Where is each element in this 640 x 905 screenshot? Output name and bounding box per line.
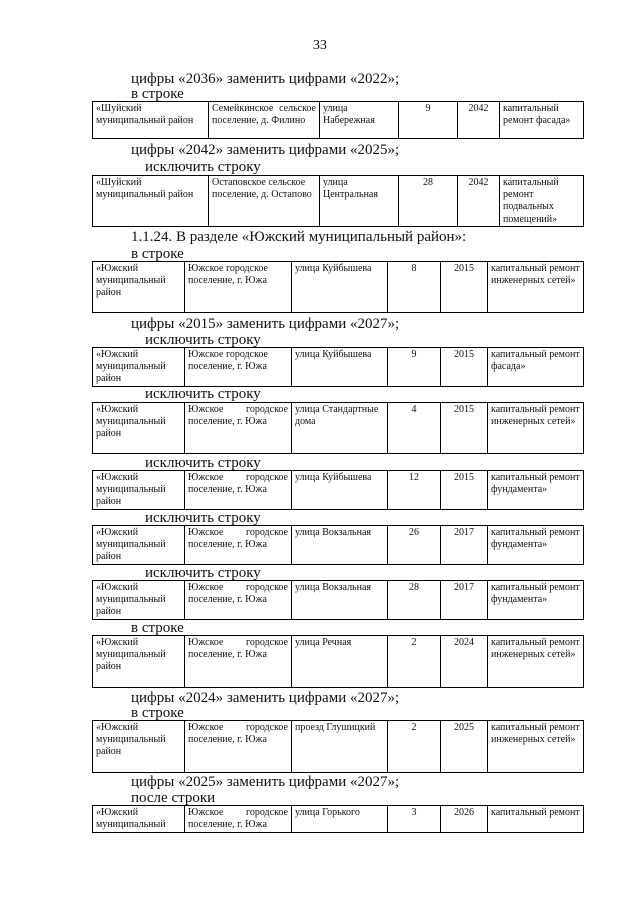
- cell-district: «Южский муниципальный район: [93, 721, 185, 773]
- cell-street: улица Центральная: [320, 176, 399, 227]
- cell-settlement: Южское городское поселение, г. Южа: [185, 262, 292, 313]
- cell-settlement: Семейкинское сельское поселение, д. Филино: [209, 102, 320, 139]
- cell-work: капитальный ремонт инженерных сетей»: [488, 262, 584, 313]
- cell-district: «Южский муниципальный район: [93, 262, 185, 313]
- cell-year: 2017: [441, 526, 488, 565]
- cell-street: улица Вокзальная: [292, 581, 388, 620]
- cell-street: улица Вокзальная: [292, 526, 388, 565]
- cell-year: 2026: [441, 806, 488, 833]
- cell-district: «Шуйский муниципальный район: [93, 102, 209, 139]
- cell-work: капитальный ремонт инженерных сетей»: [488, 721, 584, 773]
- instruction-line: цифры «2036» заменить цифрами «2022»;: [131, 71, 400, 87]
- table-row: [92, 175, 584, 227]
- table-row: [92, 470, 584, 510]
- table-row: [92, 580, 584, 620]
- cell-year: 2017: [441, 581, 488, 620]
- cell-work: капитальный ремонт: [488, 806, 584, 833]
- instruction-line: исключить строку: [145, 565, 261, 581]
- table-row: [92, 525, 584, 565]
- table-row: [92, 347, 584, 387]
- table-row: [92, 402, 584, 454]
- cell-work: капитальный ремонт фасада»: [500, 102, 584, 139]
- cell-district: «Шуйский муниципальный район: [93, 176, 209, 227]
- instruction-line: в строке: [131, 246, 184, 262]
- cell-street: улица Куйбышева: [292, 348, 388, 387]
- table-row: [92, 261, 584, 313]
- instruction-line: исключить строку: [145, 159, 261, 175]
- cell-street: улица Набережная: [320, 102, 399, 139]
- cell-street: проезд Глушицкий: [292, 721, 388, 773]
- table-row: [92, 101, 584, 139]
- instruction-line: исключить строку: [145, 510, 261, 526]
- cell-house: 28: [388, 581, 441, 620]
- section-heading: 1.1.24. В разделе «Южский муниципальный район»:: [131, 229, 467, 245]
- cell-house: 2: [388, 721, 441, 773]
- cell-house: 28: [399, 176, 458, 227]
- cell-house: 2: [388, 636, 441, 688]
- cell-house: 4: [388, 403, 441, 454]
- instruction-line: цифры «2042» заменить цифрами «2025»;: [131, 142, 400, 158]
- cell-work: капитальный ремонт фасада»: [488, 348, 584, 387]
- cell-settlement: Южское городское поселение, г. Южа: [185, 636, 292, 688]
- cell-district: «Южский муниципальный район: [93, 403, 185, 454]
- cell-street: улица Речная: [292, 636, 388, 688]
- cell-street: улица Стандартные дома: [292, 403, 388, 454]
- cell-district: «Южский муниципальный район: [93, 581, 185, 620]
- cell-house: 9: [399, 102, 458, 139]
- cell-house: 8: [388, 262, 441, 313]
- cell-work: капитальный ремонт фундамента»: [488, 526, 584, 565]
- cell-settlement: Остаповское сельское поселение, д. Остапово: [209, 176, 320, 227]
- cell-year: 2042: [458, 102, 500, 139]
- cell-district: «Южский муниципальный район: [93, 526, 185, 565]
- cell-year: 2025: [441, 721, 488, 773]
- cell-district: «Южский муниципальный район: [93, 471, 185, 510]
- cell-year: 2042: [458, 176, 500, 227]
- cell-year: 2015: [441, 471, 488, 510]
- cell-street: улица Куйбышева: [292, 262, 388, 313]
- cell-settlement: Южское городское поселение, г. Южа: [185, 721, 292, 773]
- cell-district: «Южский муниципальный район: [93, 636, 185, 688]
- cell-house: 9: [388, 348, 441, 387]
- instruction-line: исключить строку: [145, 332, 261, 348]
- cell-settlement: Южское городское поселение, г. Южа: [185, 403, 292, 454]
- page-number: 33: [313, 38, 327, 53]
- cell-work: капитальный ремонт инженерных сетей»: [488, 636, 584, 688]
- instruction-line: в строке: [131, 86, 184, 102]
- cell-house: 12: [388, 471, 441, 510]
- cell-work: капитальный ремонт фундамента»: [488, 471, 584, 510]
- table-row: [92, 635, 584, 688]
- instruction-line: цифры «2025» заменить цифрами «2027»;: [131, 774, 400, 790]
- instruction-line: в строке: [131, 705, 184, 721]
- cell-year: 2015: [441, 348, 488, 387]
- instruction-line: исключить строку: [145, 386, 261, 402]
- cell-settlement: Южское городское поселение, г. Южа: [185, 806, 292, 833]
- cell-district: «Южский муниципальный: [93, 806, 185, 833]
- cell-work: капитальный ремонт подвальных помещений»: [500, 176, 584, 227]
- instruction-line: после строки: [131, 790, 216, 806]
- cell-district: «Южский муниципальный район: [93, 348, 185, 387]
- cell-work: капитальный ремонт инженерных сетей»: [488, 403, 584, 454]
- instruction-line: цифры «2024» заменить цифрами «2027»;: [131, 690, 400, 706]
- cell-year: 2015: [441, 403, 488, 454]
- cell-street: улица Горького: [292, 806, 388, 833]
- cell-work: капитальный ремонт фундамента»: [488, 581, 584, 620]
- instruction-line: исключить строку: [145, 455, 261, 471]
- instruction-line: цифры «2015» заменить цифрами «2027»;: [131, 316, 400, 332]
- cell-year: 2015: [441, 262, 488, 313]
- table-row: [92, 805, 584, 833]
- cell-year: 2024: [441, 636, 488, 688]
- instruction-line: в строке: [131, 620, 184, 636]
- cell-settlement: Южское городское поселение, г. Южа: [185, 348, 292, 387]
- cell-settlement: Южское городское поселение, г. Южа: [185, 471, 292, 510]
- cell-house: 3: [388, 806, 441, 833]
- cell-house: 26: [388, 526, 441, 565]
- cell-street: улица Куйбышева: [292, 471, 388, 510]
- table-row: [92, 720, 584, 773]
- cell-settlement: Южское городское поселение, г. Южа: [185, 526, 292, 565]
- cell-settlement: Южское городское поселение, г. Южа: [185, 581, 292, 620]
